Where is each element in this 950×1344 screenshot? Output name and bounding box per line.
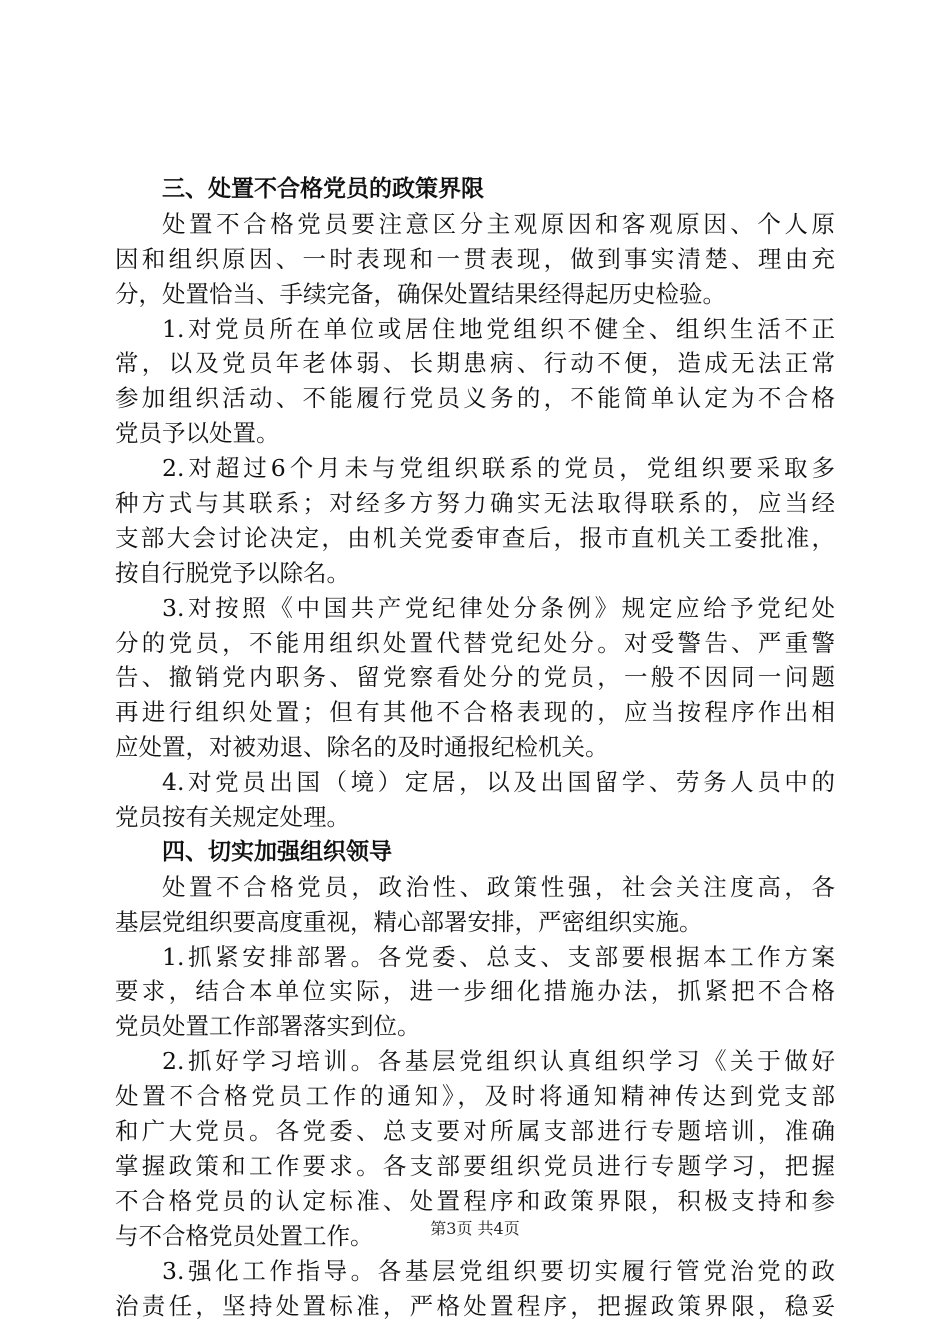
- paragraph-line: 告、撤销党内职务、留党察看处分的党员，一般不因同一问题: [115, 663, 835, 692]
- paragraph-first-line: 处置不合格党员要注意区分主观原因和客观原因、个人原: [162, 209, 835, 238]
- paragraph-line: 不合格党员的认定标准、处置程序和政策界限，积极支持和参: [115, 1186, 835, 1215]
- paragraph-last-line: 基层党组织要高度重视，精心部署安排，严密组织实施。: [115, 907, 703, 936]
- paragraph-first-line: 2.抓好学习培训。各基层党组织认真组织学习《关于做好: [162, 1047, 835, 1076]
- paragraph-last-line: 分，处置恰当、手续完备，确保处置结果经得起历史检验。: [115, 279, 726, 308]
- document-body: [115, 172, 835, 1323]
- paragraph-last-line: 应处置，对被劝退、除名的及时通报纪检机关。: [115, 733, 609, 762]
- section-heading: 四、切实加强组织领导: [162, 838, 392, 865]
- paragraph-line: 因和组织原因、一时表现和一贯表现，做到事实清楚、理由充: [115, 244, 835, 273]
- paragraph-first-line: 3.强化工作指导。各基层党组织要切实履行管党治党的政: [162, 1256, 835, 1285]
- paragraph-line: 参加组织活动、不能履行党员义务的，不能简单认定为不合格: [115, 384, 835, 413]
- paragraph-line: 常，以及党员年老体弱、长期患病、行动不便，造成无法正常: [115, 349, 835, 378]
- paragraph-last-line: 按自行脱党予以除名。: [115, 558, 350, 587]
- paragraph-first-line: 4.对党员出国（境）定居，以及出国留学、劳务人员中的: [162, 768, 835, 797]
- paragraph-line: 分的党员，不能用组织处置代替党纪处分。对受警告、严重警: [115, 628, 835, 657]
- paragraph-last-line: 党员按有关规定处理。: [115, 803, 350, 832]
- section-heading: 三、处置不合格党员的政策界限: [162, 176, 484, 202]
- paragraph-line: 掌握政策和工作要求。各支部要组织党员进行专题学习，把握: [115, 1151, 835, 1180]
- paragraph-last-line: 党员予以处置。: [115, 419, 280, 448]
- paragraph-first-line: 2.对超过6个月未与党组织联系的党员，党组织要采取多: [162, 454, 835, 483]
- paragraph-line: 和广大党员。各党委、总支要对所属支部进行专题培训，准确: [115, 1117, 835, 1146]
- paragraph-line: 处置不合格党员工作的通知》，及时将通知精神传达到党支部: [115, 1082, 835, 1111]
- paragraph-line: 种方式与其联系；对经多方努力确实无法取得联系的，应当经: [115, 489, 835, 518]
- paragraph-last-line: 党员处置工作部署落实到位。: [115, 1012, 421, 1041]
- paragraph-first-line: 3.对按照《中国共产党纪律处分条例》规定应给予党纪处: [162, 593, 835, 622]
- paragraph-last-line: 与不合格党员处置工作。: [115, 1221, 374, 1250]
- page-footer: 第3页 共4页: [430, 1219, 520, 1238]
- paragraph-line: 治责任，坚持处置标准，严格处置程序，把握政策界限，稳妥: [115, 1291, 835, 1320]
- paragraph-line: 要求，结合本单位实际，进一步细化措施办法，抓紧把不合格: [115, 977, 835, 1006]
- paragraph-line: 支部大会讨论决定，由机关党委审查后，报市直机关工委批准，: [115, 523, 835, 552]
- paragraph-first-line: 1.对党员所在单位或居住地党组织不健全、组织生活不正: [162, 314, 835, 343]
- paragraph-line: 再进行组织处置；但有其他不合格表现的，应当按程序作出相: [115, 698, 835, 727]
- paragraph-first-line: 处置不合格党员，政治性、政策性强，社会关注度高，各: [162, 872, 835, 901]
- paragraph-first-line: 1.抓紧安排部署。各党委、总支、支部要根据本工作方案: [162, 942, 835, 971]
